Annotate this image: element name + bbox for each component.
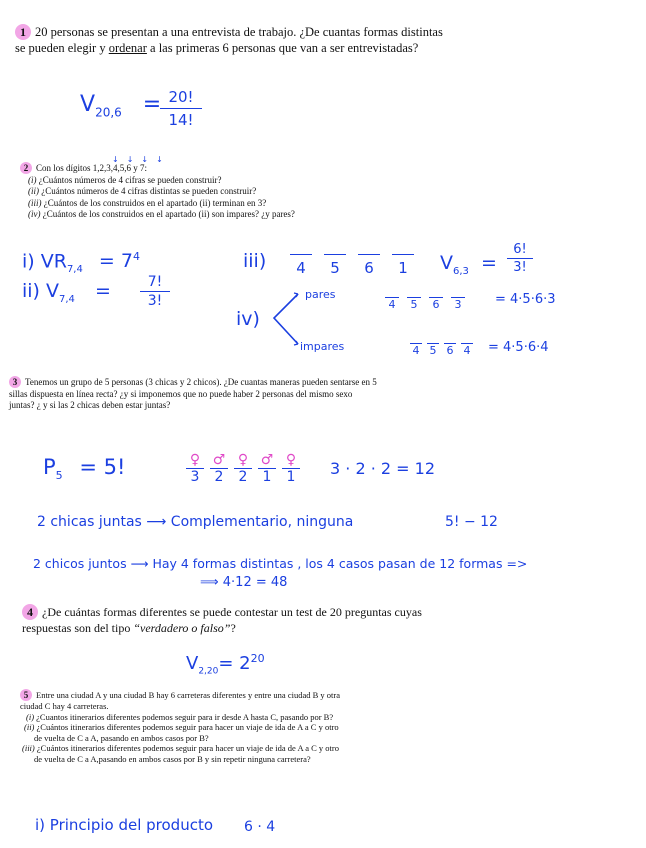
- fraction-denominator: 3!: [147, 293, 163, 309]
- roman-label: (iv): [28, 209, 41, 219]
- equals-sign: =: [480, 252, 497, 274]
- q2-answer-iii-label: iii): [243, 250, 267, 272]
- subscript: 7,4: [66, 264, 83, 276]
- pares-label: pares: [305, 288, 336, 301]
- slot: 4: [461, 343, 473, 357]
- subquestion-text: ¿Cuántos números de 4 cifras distintas se pueden construir?: [41, 186, 257, 196]
- slot: 5: [407, 297, 421, 311]
- exponent: 4: [132, 250, 140, 263]
- subscript: 7,4: [59, 293, 75, 305]
- answer-value: = 5!: [79, 455, 126, 479]
- answer-value: = 7: [98, 250, 133, 273]
- question-text: ¿De cuántas formas diferentes se puede contestar un test de 20 preguntas cuyas respuestas son del tipo: [22, 605, 422, 635]
- slot: 5: [427, 343, 439, 357]
- roman-label: (i): [28, 174, 37, 185]
- slot: 6: [358, 254, 380, 277]
- underlined-word: ordenar: [108, 41, 147, 55]
- q3-line-chicas-result: 5! − 12: [445, 514, 498, 530]
- v-subscript: 20,6: [95, 105, 122, 120]
- question-text: 20 personas se presentan a una entrevista de trabajo. ¿De cuantas formas distintas se pueden elegir y: [15, 25, 443, 55]
- slot: 3: [451, 297, 465, 311]
- q5-answer-i-value: 6 · 4: [244, 819, 276, 835]
- equals-sign: =: [94, 280, 111, 302]
- impares-result: = 4·5·6·4: [488, 340, 549, 355]
- digit-markers: ↓↓↓↓: [112, 155, 171, 164]
- v-symbol: V: [186, 653, 199, 674]
- question-text-end: ?: [230, 621, 236, 635]
- slot-value: 3: [186, 468, 204, 485]
- question-number-badge: 5: [20, 689, 32, 701]
- roman-label: (ii): [24, 722, 35, 732]
- exponent: 20: [250, 652, 265, 665]
- subscript: 2,20: [198, 666, 219, 677]
- female-icon: ♀: [285, 452, 297, 468]
- q3-line-chicas: 2 chicas juntas ⟶ Complementario, ninguna: [37, 514, 354, 530]
- slot: 6: [429, 297, 443, 311]
- v-symbol: V: [440, 252, 453, 274]
- q3-line-chicos: 2 chicos juntos ⟶ Hay 4 formas distintas , los 4 casos pasan de 12 formas =>: [33, 556, 528, 571]
- subscript: 5: [55, 469, 63, 483]
- subquestion-text: ¿Cuántos itinerarios diferentes podemos seguir para hacer un viaje de ida de A a C y otro de vuelta de C a A, pasando en ambos casos por B?: [34, 722, 339, 743]
- q3-product: 3 · 2 · 2 = 12: [330, 459, 435, 478]
- answer-label: i) VR: [22, 250, 67, 273]
- question-intro: Entre una ciudad A y una ciudad B hay 6 carreteras diferentes y entre una ciudad B y otra ciudad C hay 4 carreteras.: [20, 690, 340, 711]
- subquestion-text: ¿Cuántos de los construidos en el apartado (ii) terminan en 3?: [43, 197, 267, 208]
- subscript: 6,3: [453, 265, 469, 277]
- pares-result: = 4·5·6·3: [495, 292, 556, 307]
- female-icon: ♀: [237, 452, 249, 468]
- q3-line-result: ⟹ 4·12 = 48: [200, 575, 288, 590]
- subquestion-text: ¿Cuántos de los construidos en el apartado (ii) son impares? ¿y pares?: [42, 209, 295, 219]
- answer-label: ii) V: [22, 280, 60, 302]
- male-icon: ♂: [260, 452, 274, 468]
- male-icon: ♂: [212, 452, 226, 468]
- female-icon: ♀: [189, 452, 201, 468]
- slot: 1: [392, 254, 414, 277]
- slot: 4: [385, 297, 399, 311]
- question-text-italic: “verdadero o falso”: [133, 621, 231, 635]
- fraction-numerator: 6!: [513, 242, 527, 257]
- slot-value: 1: [282, 468, 300, 485]
- roman-label: (iii): [22, 743, 35, 753]
- answer-value: = 2: [218, 653, 251, 674]
- v-symbol: V: [80, 92, 96, 117]
- roman-label: (i): [26, 711, 35, 722]
- p-symbol: P: [43, 455, 56, 479]
- slot: 6: [444, 343, 456, 357]
- slot: 4: [410, 343, 422, 357]
- fraction-numerator: 7!: [147, 274, 163, 290]
- impares-label: impares: [300, 340, 345, 353]
- question-number-badge: 1: [15, 24, 31, 40]
- question-number-badge: 2: [20, 162, 32, 174]
- roman-label: (ii): [28, 186, 39, 196]
- fraction-numerator: 20!: [168, 88, 194, 106]
- q5-answer-i: i) Principio del producto: [35, 816, 214, 834]
- question-number-badge: 4: [22, 604, 38, 620]
- slot-value: 1: [258, 468, 276, 485]
- slot-value: 2: [234, 468, 252, 485]
- slot: 5: [324, 254, 346, 277]
- subquestion-text: ¿Cuántos números de 4 cifras se pueden construir?: [38, 174, 222, 185]
- slot-value: 2: [210, 468, 228, 485]
- subquestion-text: ¿Cuántos itinerarios diferentes podemos seguir para hacer un viaje de ida de A a C y otro de vuelta de C a A,pasando en ambos casos por B y sin repetir ninguna carretera?: [34, 743, 340, 764]
- slot: 4: [290, 254, 312, 277]
- equals-sign: =: [142, 92, 162, 117]
- roman-label: (iii): [28, 197, 42, 208]
- brace-stroke: [274, 294, 298, 344]
- q2-answer-iv-label: iv): [236, 308, 260, 330]
- fraction-denominator: 3!: [513, 260, 527, 275]
- question-number-badge: 3: [9, 376, 21, 388]
- fraction-denominator: 14!: [168, 111, 194, 129]
- question-text-end: a las primeras 6 personas que van a ser entrevistadas?: [146, 41, 419, 55]
- question-text: Tenemos un grupo de 5 personas (3 chicas y 2 chicos). ¿De cuantas maneras pueden sentarse en 5 sillas dispuesta en línea recta? ¿y si imponemos que no puede haber 2 personas del mismo sexo juntas? ¿ y si las 2 chicas deben estar juntas?: [9, 377, 377, 410]
- subquestion-text: ¿Cuantos itinerarios diferentes podemos seguir para ir desde A hasta C, pasando por B?: [36, 711, 334, 722]
- question-intro: Con los dígitos 1,2,3,4,5,6 y 7:: [36, 163, 148, 173]
